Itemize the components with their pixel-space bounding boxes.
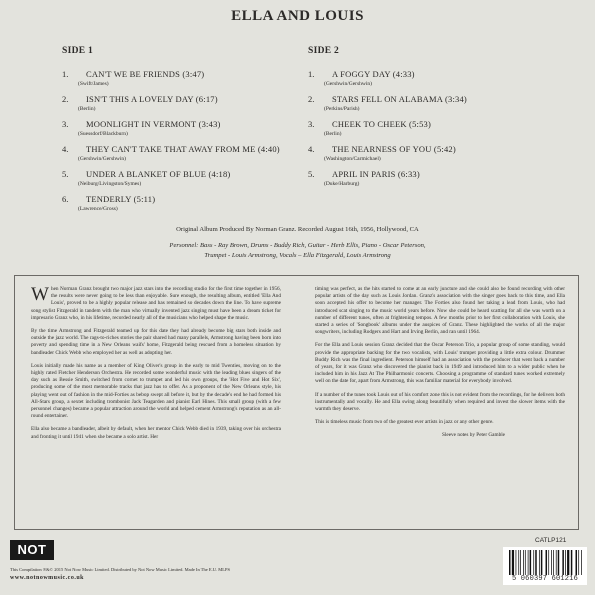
track-composers: (Washington/Carmichael) bbox=[324, 156, 381, 162]
sleeve-notes-right-column bbox=[315, 286, 565, 446]
track-item bbox=[62, 94, 302, 119]
track-number: 3. bbox=[62, 119, 69, 129]
track-item bbox=[62, 69, 302, 94]
drop-cap: W bbox=[31, 284, 49, 305]
track-number: 4. bbox=[308, 144, 315, 154]
track-number: 1. bbox=[308, 69, 315, 79]
track-title: THE NEARNESS OF YOU (5:42) bbox=[332, 144, 456, 154]
track-number: 1. bbox=[62, 69, 69, 79]
track-title: ISN'T THIS A LOVELY DAY (6:17) bbox=[86, 94, 218, 104]
side-2-tracklist bbox=[308, 69, 548, 194]
track-item bbox=[308, 144, 548, 169]
catalog-number: CATLP121 bbox=[535, 537, 567, 544]
track-title: THEY CAN'T TAKE THAT AWAY FROM ME (4:40) bbox=[86, 144, 280, 154]
track-composers: (Gershwin/Gershwin) bbox=[78, 156, 126, 162]
track-composers: (Suessdorf/Blackburn) bbox=[78, 131, 128, 137]
side-2-heading: SIDE 2 bbox=[308, 46, 340, 56]
notes-paragraph: Ella also became a bandleader, albeit by default, when her mentor Chick Webb died in 1939, taking over his orchestra and fronting it until 1941 when she became a solo artist. Her bbox=[31, 426, 281, 440]
track-composers: (Lawrence/Gross) bbox=[78, 206, 118, 212]
copyright-line: This Compilation ℗&© 2015 Not Now Music Limited. Distributed by Not Now Music Limited. Made In The E.U. MLPS bbox=[10, 567, 230, 572]
notes-paragraph bbox=[31, 286, 281, 322]
track-composers: (Berlin) bbox=[324, 131, 342, 137]
notes-paragraph-text: hen Norman Granz brought two major jazz stars into the recording studio for the first time together in 1956, the results were never going to be less than enjoyable. Sure enough, the resulting album, entitled 'Ella And Louis', proved to be a highly popular release and has remained so decades down the line. To have supreme song stylist Fitzgerald in tandem with the man who virtually invented jazz singing must have been a dream ticket for impresario Granz who, in his lifetime, recorded nearly all of the musicians who helped shape the music. bbox=[31, 286, 281, 321]
track-composers: (Neiburg/Livingston/Symes) bbox=[78, 181, 142, 187]
track-item bbox=[308, 169, 548, 194]
personnel-line-1: Personnel: Bass - Ray Brown, Drums - Buddy Rich, Guitar - Herb Ellis, Piano - Oscar Peterson, bbox=[169, 242, 426, 249]
notes-paragraph: By the time Armstrong and Fitzgerald teamed up for this date they had already become big stars both inside and outside the jazz world. The rags-to-riches stories the pair shared had many parallels, Armstrong having been born into poverty and spending time in a New Orleans waifs' home, Fitzgerald being rescued from a homeless situation by bandleader Chick Webb who employed her as well as adopting her. bbox=[31, 328, 281, 356]
website-link[interactable]: www.notnowmusic.co.uk bbox=[10, 575, 85, 581]
track-number: 5. bbox=[308, 169, 315, 179]
track-item bbox=[308, 94, 548, 119]
track-title: APRIL IN PARIS (6:33) bbox=[332, 169, 420, 179]
barcode-number: 5 060397 601216 bbox=[511, 575, 578, 583]
sleeve-notes-box bbox=[14, 275, 579, 530]
album-credits bbox=[0, 225, 595, 261]
notes-signature: Sleeve notes by Peter Gamble bbox=[442, 432, 505, 439]
track-item bbox=[308, 69, 548, 94]
notes-paragraph: If a number of the tunes took Louis out of his comfort zone this is not evident from the recordings, for he delivers both instrumentally and vocally. He and Ella swing along beautifully when required and invest the slower items with the warmth they deserve. bbox=[315, 391, 565, 413]
barcode-bars-icon bbox=[509, 550, 583, 575]
track-title: A FOGGY DAY (4:33) bbox=[332, 69, 415, 79]
track-title: STARS FELL ON ALABAMA (3:34) bbox=[332, 94, 467, 104]
production-credit: Original Album Produced By Norman Granz. Recorded August 16th, 1956, Hollywood, CA bbox=[176, 226, 419, 233]
track-item bbox=[62, 169, 302, 194]
track-number: 4. bbox=[62, 144, 69, 154]
personnel-line-2: Trumpet - Louis Armstrong, Vocals – Ella Fitzgerald, Louis Armstrong bbox=[204, 252, 391, 259]
notes-paragraph: timing was perfect, as the hits started to come at an early juncture and she could also be found recording with other popular artists of the day such as Louis Jordan. Granz's association with the singer goes back to this time, and Ella soon accepted his offer to become her manager. The Forties also found her taking a lead from Louis, who had introduced scat singing to the music world years before. Now she could be heard scatting for all she was worth on a number of different tunes, often at frightening tempos. A few months prior to her first collaboration with Louis, she started a series of 'Songbook' albums under the auspices of Granz. These highlighted the works of all the major songwriters, including Rodgers and Hart and Irving Berlin, and ran until 1964. bbox=[315, 286, 565, 336]
notes-paragraph: Louis initially made his name as a member of King Oliver's group in the early to mid Twenties, moving on to the highly rated Fletcher Henderson Orchestra. He recorded some wonderful music with the leading blues singers of the day such as Bessie Smith, switched from cornet to trumpet and led his own groups, the 'Hot Five and Hot Six', producing some of the most memorable tracks that jazz has to offer. As a proponent of the New Orleans style, his playing went out of fashion in the mid-Forties as bebop swept all before it, but by the decade's end he had formed his All-Stars group, a sextet including trombonist Jack Teagarden and pianist Earl Hines. This small group (with a few personnel changes) became a popular attraction around the world and helped cement Armstrong's reputation as an all-round entertainer. bbox=[31, 362, 281, 420]
track-composers: (Gershwin/Gershwin) bbox=[324, 81, 372, 87]
barcode bbox=[503, 547, 587, 585]
track-item bbox=[62, 119, 302, 144]
track-number: 6. bbox=[62, 194, 69, 204]
not-now-music-logo bbox=[10, 540, 54, 560]
track-title: UNDER A BLANKET OF BLUE (4:18) bbox=[86, 169, 231, 179]
track-title: CAN'T WE BE FRIENDS (3:47) bbox=[86, 69, 205, 79]
track-composers: (Swift/James) bbox=[78, 81, 109, 87]
side-1-tracklist bbox=[62, 69, 302, 219]
track-composers: (Perkins/Parish) bbox=[324, 106, 360, 112]
track-composers: (Duke/Harburg) bbox=[324, 181, 360, 187]
track-item bbox=[62, 194, 302, 219]
track-title: CHEEK TO CHEEK (5:53) bbox=[332, 119, 432, 129]
sleeve-notes-left-column bbox=[31, 286, 281, 447]
track-number: 2. bbox=[308, 94, 315, 104]
track-number: 3. bbox=[308, 119, 315, 129]
track-title: TENDERLY (5:11) bbox=[86, 194, 156, 204]
side-1-heading: SIDE 1 bbox=[62, 46, 94, 56]
logo-text: NOT bbox=[17, 542, 47, 557]
track-item bbox=[62, 144, 302, 169]
track-item bbox=[308, 119, 548, 144]
album-title: ELLA AND LOUIS bbox=[231, 8, 364, 24]
notes-paragraph: This is timeless music from two of the greatest ever artists in jazz or any other genre. bbox=[315, 419, 494, 426]
notes-paragraph: For the Ella and Louis session Granz decided that the Oscar Peterson Trio, a popular group of some standing, would provide the appropriate backing for the two vocalists, with Louis' trumpet providing a little extra colour. Drummer Buddy Rich was the final ingredient. Peterson himself had an association with the producer that went back a number of years, for it was Granz who discovered the pianist back in 1949 and introduced him to a wider public when he included him in his Jazz At The Philharmonic concerts. Choosing a programme of standard tunes worked extremely well on the date for, apart from Armstrong, this was familiar material for everybody involved. bbox=[315, 342, 565, 385]
track-number: 5. bbox=[62, 169, 69, 179]
track-number: 2. bbox=[62, 94, 69, 104]
track-composers: (Berlin) bbox=[78, 106, 96, 112]
track-title: MOONLIGHT IN VERMONT (3:43) bbox=[86, 119, 221, 129]
